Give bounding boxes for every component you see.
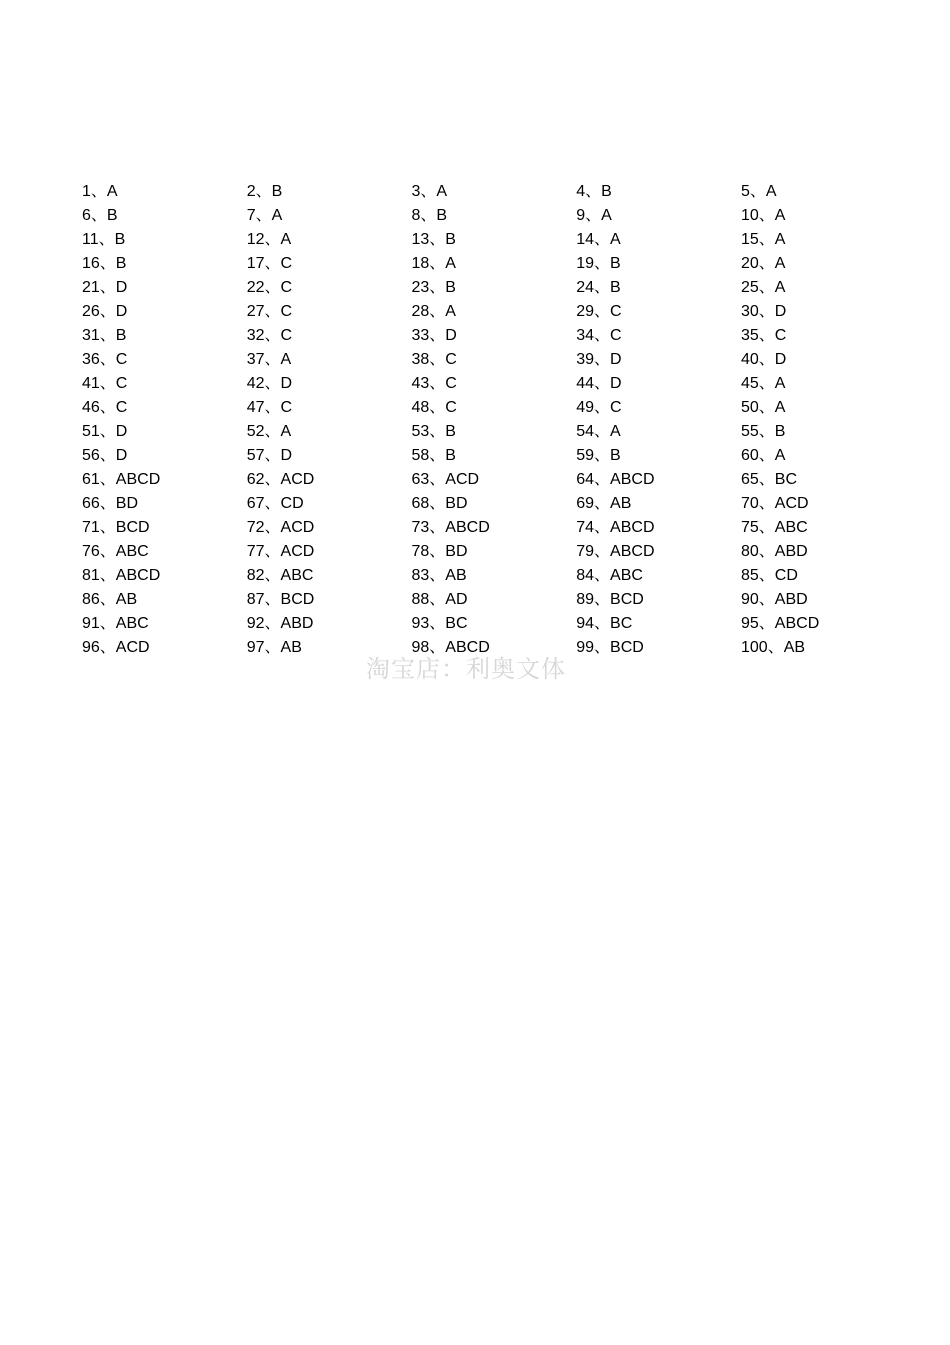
answer-item: 18、A <box>411 255 456 272</box>
answer-item: 63、ACD <box>411 471 480 488</box>
answer-item: 5、A <box>741 183 777 200</box>
answer-item: 37、A <box>246 351 292 368</box>
answer-item: 84、ABC <box>576 567 643 584</box>
answer-item: 97、AB <box>246 639 302 656</box>
answer-item: 46、C <box>82 399 128 416</box>
answer-item: 96、ACD <box>82 639 150 656</box>
answer-item: 98、ABCD <box>411 639 490 656</box>
answer-item: 60、A <box>741 447 786 464</box>
answer-item: 89、BCD <box>576 591 644 608</box>
answer-item: 54、A <box>576 423 621 440</box>
answer-item: 42、D <box>246 375 293 392</box>
answer-item: 22、C <box>246 279 293 296</box>
answer-item: 90、ABD <box>741 591 808 608</box>
answer-item: 75、ABC <box>741 519 808 536</box>
answer-item: 47、C <box>246 399 293 416</box>
answer-item: 41、C <box>82 375 128 392</box>
answer-item: 26、D <box>82 303 128 320</box>
answer-item: 55、B <box>741 423 786 440</box>
answer-item: 33、D <box>411 327 457 344</box>
answer-item: 59、B <box>576 447 621 464</box>
answer-item: 25、A <box>741 279 786 296</box>
answer-item: 32、C <box>246 327 293 344</box>
answer-item: 73、ABCD <box>411 519 490 536</box>
answer-item: 62、ACD <box>246 471 315 488</box>
answer-item: 82、ABC <box>246 567 314 584</box>
answer-item: 87、BCD <box>246 591 315 608</box>
answer-item: 81、ABCD <box>82 567 161 584</box>
answer-item: 34、C <box>576 327 622 344</box>
answer-item: 19、B <box>576 255 621 272</box>
answer-item: 71、BCD <box>82 519 150 536</box>
answer-grid <box>82 180 906 660</box>
answer-item: 94、BC <box>576 615 633 632</box>
answer-item: 70、ACD <box>741 495 809 512</box>
answer-item: 40、D <box>741 351 787 368</box>
answer-item: 93、BC <box>411 615 468 632</box>
watermark: 淘宝店：利奥文体 <box>366 655 566 683</box>
answer-item: 77、ACD <box>246 543 315 560</box>
answer-item: 48、C <box>411 399 457 416</box>
answer-item: 21、D <box>82 279 128 296</box>
answer-item: 65、BC <box>741 471 798 488</box>
answer-item: 74、ABCD <box>576 519 655 536</box>
answer-item: 43、C <box>411 375 457 392</box>
answer-item: 4、B <box>576 183 612 200</box>
answer-item: 8、B <box>411 207 448 224</box>
answer-item: 20、A <box>741 255 786 272</box>
answer-item: 79、ABCD <box>576 543 655 560</box>
answer-item: 38、C <box>411 351 457 368</box>
answer-item: 31、B <box>82 327 127 344</box>
answer-item: 91、ABC <box>82 615 149 632</box>
answer-item: 36、C <box>82 351 128 368</box>
answer-item: 3、A <box>411 183 448 200</box>
answer-item: 83、AB <box>411 567 467 584</box>
answer-item: 12、A <box>246 231 292 248</box>
answer-item: 69、AB <box>576 495 632 512</box>
answer-item: 76、ABC <box>82 543 149 560</box>
answer-item: 16、B <box>82 255 127 272</box>
answer-item: 35、C <box>741 327 787 344</box>
answer-item: 67、CD <box>246 495 304 512</box>
answer-item: 6、B <box>82 207 118 224</box>
answer-item: 51、D <box>82 423 128 440</box>
answer-item: 14、A <box>576 231 621 248</box>
answer-item: 2、B <box>246 183 283 200</box>
answer-item: 28、A <box>411 303 456 320</box>
answer-item: 30、D <box>741 303 787 320</box>
answer-item: 9、A <box>576 207 612 224</box>
answer-item: 53、B <box>411 423 456 440</box>
answer-item: 72、ACD <box>246 519 315 536</box>
answer-item: 80、ABD <box>741 543 808 560</box>
answer-item: 99、BCD <box>576 639 644 656</box>
answer-item: 50、A <box>741 399 786 416</box>
answer-item: 64、ABCD <box>576 471 655 488</box>
answer-item: 15、A <box>741 231 786 248</box>
answer-item: 58、B <box>411 447 456 464</box>
answer-item: 27、C <box>246 303 293 320</box>
answer-item: 100、AB <box>741 639 806 656</box>
answer-item: 66、BD <box>82 495 139 512</box>
answer-item: 1、A <box>82 183 118 200</box>
answer-item: 88、AD <box>411 591 468 608</box>
answer-item: 10、A <box>741 207 786 224</box>
answer-item: 39、D <box>576 351 622 368</box>
answer-item: 7、A <box>246 207 283 224</box>
answer-item: 86、AB <box>82 591 138 608</box>
answer-item: 92、ABD <box>246 615 314 632</box>
answer-item: 78、BD <box>411 543 468 560</box>
answer-item: 68、BD <box>411 495 468 512</box>
answer-item: 24、B <box>576 279 621 296</box>
answer-item: 23、B <box>411 279 456 296</box>
answer-item: 56、D <box>82 447 128 464</box>
answer-item: 29、C <box>576 303 622 320</box>
answer-item: 17、C <box>246 255 293 272</box>
answer-item: 61、ABCD <box>82 471 161 488</box>
answer-item: 95、ABCD <box>741 615 820 632</box>
answer-item: 57、D <box>246 447 293 464</box>
answer-item: 13、B <box>411 231 456 248</box>
answer-item: 45、A <box>741 375 786 392</box>
answer-item: 85、CD <box>741 567 798 584</box>
answer-item: 44、D <box>576 375 622 392</box>
answer-item: 11、B <box>82 231 126 248</box>
answer-item: 49、C <box>576 399 622 416</box>
answer-item: 52、A <box>246 423 292 440</box>
